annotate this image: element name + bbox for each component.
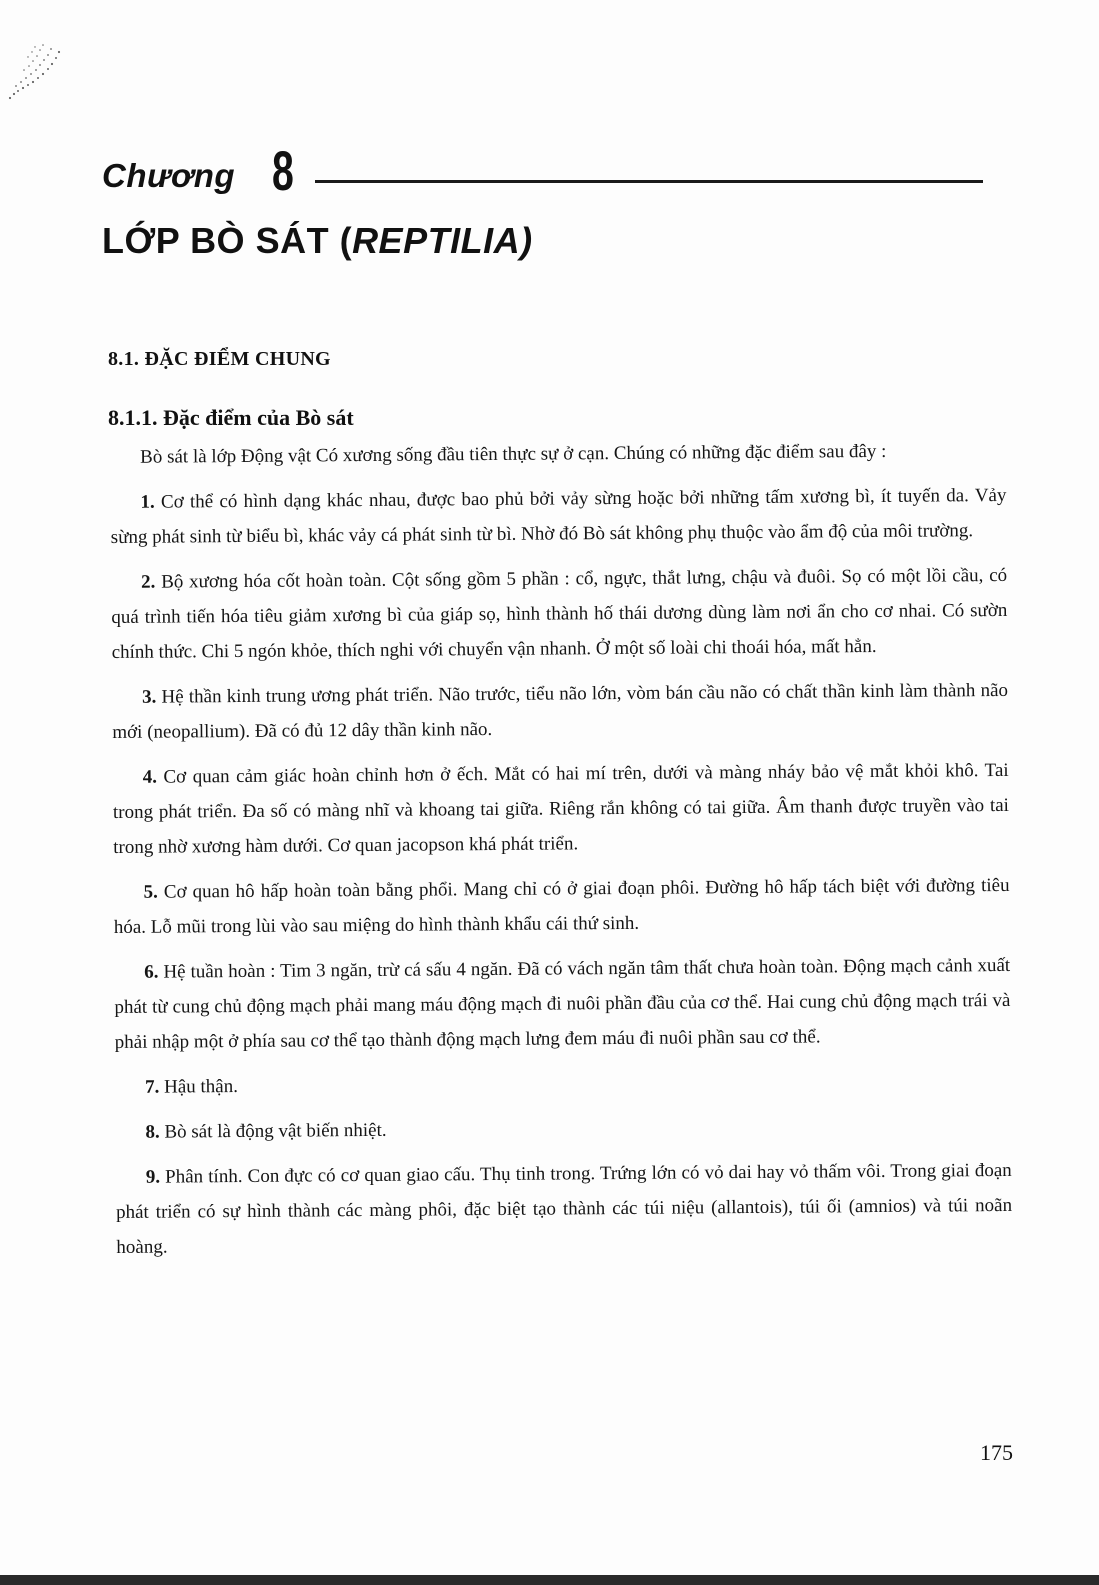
item-text: Cơ thể có hình dạng khác nhau, được bao phủ bởi vảy sừng hoặc bởi những tấm xương bì, ít tuyến da. Vảy sừng phát sinh từ biểu bì, khác vảy cá phát sinh từ bì. Nhờ đó Bò sát không phụ thuộc vào ẩm độ của môi trường.: [110, 484, 1007, 548]
list-item: [115, 1063, 1011, 1105]
list-item: [113, 753, 1010, 865]
intro-paragraph: Bò sát là lớp Động vật Có xương sống đầu tiên thực sự ở cạn. Chúng có những đặc điểm sau đây :: [140, 440, 887, 468]
item-number: 8.: [145, 1121, 160, 1143]
item-number: 4.: [142, 766, 157, 788]
chapter-number: 8: [272, 139, 294, 202]
list-item: [111, 558, 1008, 670]
item-text: Hệ thần kinh trung ương phát triển. Não trước, tiểu não lớn, vòm bán cầu não có chất thần kinh làm thành não mới (neopallium). Đã có đủ 12 dây thần kinh não.: [112, 679, 1009, 743]
item-text: Cơ quan cảm giác hoàn chỉnh hơn ở ếch. Mắt có hai mí trên, dưới và màng nháy bảo vệ mắt khỏi khô. Tai trong phát triển. Đa số có màng nhĩ và khoang tai giữa. Riêng rắn không có tai giữa. Âm thanh được truyền vào tai trong nhờ xương hàm dưới. Cơ quan jacopson khá phát triển.: [112, 759, 1009, 858]
item-text: Hậu thận.: [159, 1076, 239, 1098]
chapter-heading: [100, 139, 990, 205]
item-text: Hệ tuần hoàn : Tim 3 ngăn, trừ cá sấu 4 ngăn. Đã có vách ngăn tâm thất chưa hoàn toàn. Động mạch cảnh xuất phát từ cung chủ động mạch phải mang máu động mạch đi nuôi phần đầu của cơ thể. Hai cung chủ động mạch trái và phải nhập một ở phía sau cơ thể tạo thành động mạch lưng đem máu đi nuôi phần sau cơ thể.: [114, 954, 1011, 1053]
chapter-title-prefix: LỚP BÒ SÁT (: [102, 220, 353, 261]
item-text: Bò sát là động vật biến nhiệt.: [159, 1119, 387, 1143]
subsection-heading: 8.1.1. Đặc điểm của Bò sát: [108, 405, 354, 430]
item-text: Phân tính. Con đực có cơ quan giao cấu. Thụ tinh trong. Trứng lớn có vỏ dai hay vỏ thấm vôi. Trong giai đoạn phát triển có sự hình thành các màng phôi, đặc biệt tạo thành các túi niệu (allantois), túi ối (amnios) và túi noãn hoàng.: [115, 1159, 1013, 1258]
list-item: [114, 948, 1011, 1060]
item-number: 7.: [145, 1076, 160, 1098]
item-number: 3.: [141, 686, 157, 708]
chapter-title-latin: REPTILIA: [352, 220, 521, 261]
item-number: 2.: [141, 571, 156, 593]
library-stamp-icon: [2, 40, 64, 102]
list-item: [116, 1153, 1013, 1265]
item-number: 9.: [145, 1166, 161, 1188]
item-text: Cơ quan hô hấp hoàn toàn bằng phổi. Mang chỉ có ở giai đoạn phôi. Đường hô hấp tách biệt với đường tiêu hóa. Lỗ mũi trong lùi vào sau miệng do hình thành khẩu cái thứ sinh.: [113, 874, 1010, 938]
item-number: 1.: [140, 491, 155, 513]
chapter-label: Chương: [102, 157, 236, 194]
chapter-rule-divider: [315, 180, 983, 183]
item-number: 6.: [144, 961, 159, 983]
body-text: [110, 433, 1013, 1275]
page-number: 175: [980, 1440, 1013, 1465]
section-heading: 8.1. ĐẶC ĐIỂM CHUNG: [108, 348, 331, 370]
item-text: Bộ xương hóa cốt hoàn toàn. Cột sống gồm 5 phần : cổ, ngực, thắt lưng, chậu và đuôi. Sọ có một lồi cầu, có quá trình tiến hóa tiêu giảm xương bì của giáp sọ, hình thành hố thái dương dùng làm nơi ẩn cho cơ nhai. Có sườn chính thức. Chi 5 ngón khỏe, thích nghi với chuyển vận nhanh. Ở một số loài chi thoái hóa, mất hẳn.: [111, 564, 1008, 663]
list-item: [115, 1108, 1011, 1150]
list-item: [112, 673, 1009, 750]
list-item: [113, 868, 1010, 945]
scan-bottom-edge: [0, 1575, 1099, 1585]
list-item: [110, 478, 1007, 555]
item-number: 5.: [143, 881, 158, 903]
chapter-title: [102, 220, 533, 262]
chapter-title-suffix: ): [520, 220, 533, 261]
